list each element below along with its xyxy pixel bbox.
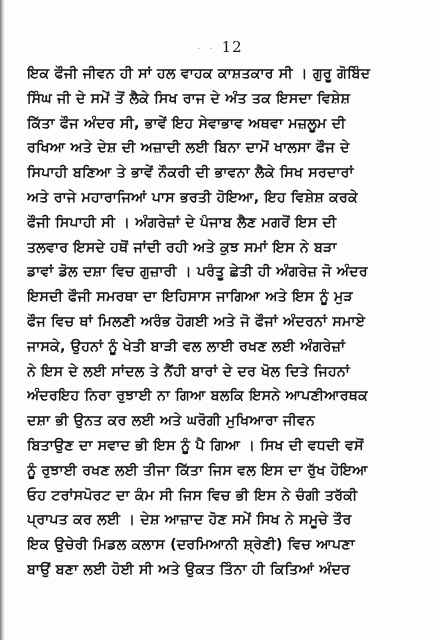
text-line: ਜਾਸਕੇ, ਉਹਨਾਂ ਨੂੰ ਖੇਤੀ ਬਾੜੀ ਵਲ ਲਾਈ ਰਖਣ ਲਈ ਅੰਗਰੇਜ਼ਾਂ bbox=[27, 338, 346, 355]
page-number-dots: · · bbox=[197, 44, 216, 55]
text-line: ਓਹ ਟਰਾਂਸਪੋਰਟ ਦਾ ਕੰਮ ਸੀ ਜਿਸ ਵਿਚ ਭੀ ਇਸ ਨੇ ਚੰਗੀ ਤਰੱਕੀ bbox=[27, 487, 358, 504]
text-line: ਨੇ ਇਸ ਦੇ ਲਈ ਸਾਂਦਲ ਤੇ ਨੈਂਹੀ ਬਾਰਾਂ ਦੇ ਦਰ ਖੋਲ ਦਿਤੇ ਜਿਹਨਾਂ bbox=[27, 363, 350, 380]
page-number bbox=[180, 38, 260, 56]
body-text bbox=[27, 62, 438, 583]
text-line: ਇਸਦੀ ਫੌਜੀ ਸਮਰਥਾ ਦਾ ਇਹਿਸਾਸ ਜਾਗਿਆ ਅਤੇ ਇਸ ਨੂੰ ਮੁੜ bbox=[27, 289, 354, 306]
text-line: ਦਸ਼ਾ ਭੀ ਉਨਤ ਕਰ ਲਈ ਅਤੇ ਘਰੋਗੀ ਮੁਖਿਆਰਾ ਜੀਵਨ bbox=[27, 413, 316, 430]
text-line: ਇਕ ਫੌਜੀ ਜੀਵਨ ਹੀ ਸਾਂ ਹਲ ਵਾਹਕ ਕਾਸ਼ਤਕਾਰ ਸੀ । ਗੁਰੂ ਗੋਬਿੰਦ bbox=[27, 66, 371, 82]
text-line: ਰਖਿਆ ਅਤੇ ਦੇਸ਼ ਦੀ ਅਜ਼ਾਦੀ ਲਈ ਬਿਨਾ ਦਾਮੋਂ ਖਾਲਸਾ ਫੌਜ ਦੇ bbox=[27, 140, 350, 157]
text-line: ਫੌਜ ਵਿਚ ਥਾਂ ਮਿਲਣੀ ਅਰੰਭ ਹੋਗਈ ਅਤੇ ਜੋ ਫੌਜਾਂ ਅੰਦਰਨਾਂ ਸਮਾਏ bbox=[27, 313, 366, 330]
text-line: ਸਿੰਘ ਜੀ ਦੇ ਸਮੇਂ ਤੋਂ ਲੈਕੇ ਸਿਖ ਰਾਜ ਦੇ ਅੰਤ ਤਕ ਇਸਦਾ ਵਿਸ਼ੇਸ਼ bbox=[27, 90, 351, 107]
text-line: ਸਿਪਾਹੀ ਬਣਿਆ ਤੇ ਭਾਵੇਂ ਨੌਕਰੀ ਦੀ ਭਾਵਨਾ ਲੈਕੇ ਸਿਖ ਸਰਦਾਰਾਂ bbox=[27, 165, 354, 182]
text-line: ਅਤੇ ਰਾਜੇ ਮਹਾਰਾਜਿਆਂ ਪਾਸ ਭਰਤੀ ਹੋਇਆ, ਇਹ ਵਿਸ਼ੇਸ਼ ਕਰਕੇ bbox=[27, 189, 358, 206]
text-line: ਡਾਵਾਂ ਡੋਲ ਦਸ਼ਾ ਵਿਚ ਗੁਜ਼ਾਰੀ । ਪਰੰਤੂ ਛੇਤੀ ਹੀ ਅੰਗਰੇਜ਼ ਜੋ ਅੰਦਰ bbox=[27, 264, 368, 281]
text-line: ਕਿੱਤਾ ਫੌਜ ਅੰਦਰ ਸੀ, ਭਾਵੇਂ ਇਹ ਸੇਵਾਭਾਵ ਅਥਵਾ ਮਜ਼ਲੂਮ ਦੀ bbox=[27, 115, 346, 132]
page-binding-shadow bbox=[0, 0, 5, 640]
text-line: ਤਲਵਾਰ ਇਸਦੇ ਹਥੋਂ ਜਾਂਦੀ ਰਹੀ ਅਤੇ ਕੁਝ ਸਮਾਂ ਇਸ ਨੇ ਬੜਾ bbox=[27, 239, 337, 256]
text-line: ਅੰਦਰਇਹ ਨਿਰਾ ਰੁਝਾਈ ਨਾ ਗਿਆ ਬਲਕਿ ਇਸਨੇ ਆਪਣੀਆਰਥਕ bbox=[27, 388, 368, 405]
text-line: ਬਾਉਂ ਬਣਾ ਲਈ ਹੋਈ ਸੀ ਅਤੇ ਉਕਤ ਤਿੰਨਾ ਹੀ ਕਿਤਿਆਂ ਅੰਦਰ bbox=[27, 561, 351, 578]
text-line: ਨੂੰ ਰੁਝਾਈ ਰਖਣ ਲਈ ਤੀਜਾ ਕਿੱਤਾ ਜਿਸ ਵਲ ਇਸ ਦਾ ਰੁੱਖ ਹੋਇਆ bbox=[27, 462, 368, 479]
text-line: ਬਿਤਾਉਣ ਦਾ ਸਵਾਦ ਭੀ ਇਸ ਨੂੰ ਪੈ ਗਿਆ । ਸਿਖ ਦੀ ਵਧਦੀ ਵਸੋਂ bbox=[27, 437, 364, 454]
text-line: ਫੌਜੀ ਸਿਪਾਹੀ ਸੀ । ਅੰਗਰੇਜ਼ਾਂ ਦੇ ਪੰਜਾਬ ਲੈਣ ਮਗਰੋਂ ਇਸ ਦੀ bbox=[27, 214, 337, 231]
text-line: ਇਕ ਉਚੇਰੀ ਮਿਡਲ ਕਲਾਸ (ਦਰਮਿਆਨੀ ਸ਼੍ਰੇਣੀ) ਵਿਚ ਆਪਣਾ bbox=[27, 537, 355, 554]
text-line: ਪ੍ਰਾਪਤ ਕਰ ਲਈ । ਦੇਸ਼ ਆਜ਼ਾਦ ਹੋਣ ਸਮੇਂ ਸਿਖ ਨੇ ਸਮੂਚੇ ਤੌਰ bbox=[27, 512, 352, 529]
page-number-value: 12 bbox=[221, 38, 243, 56]
